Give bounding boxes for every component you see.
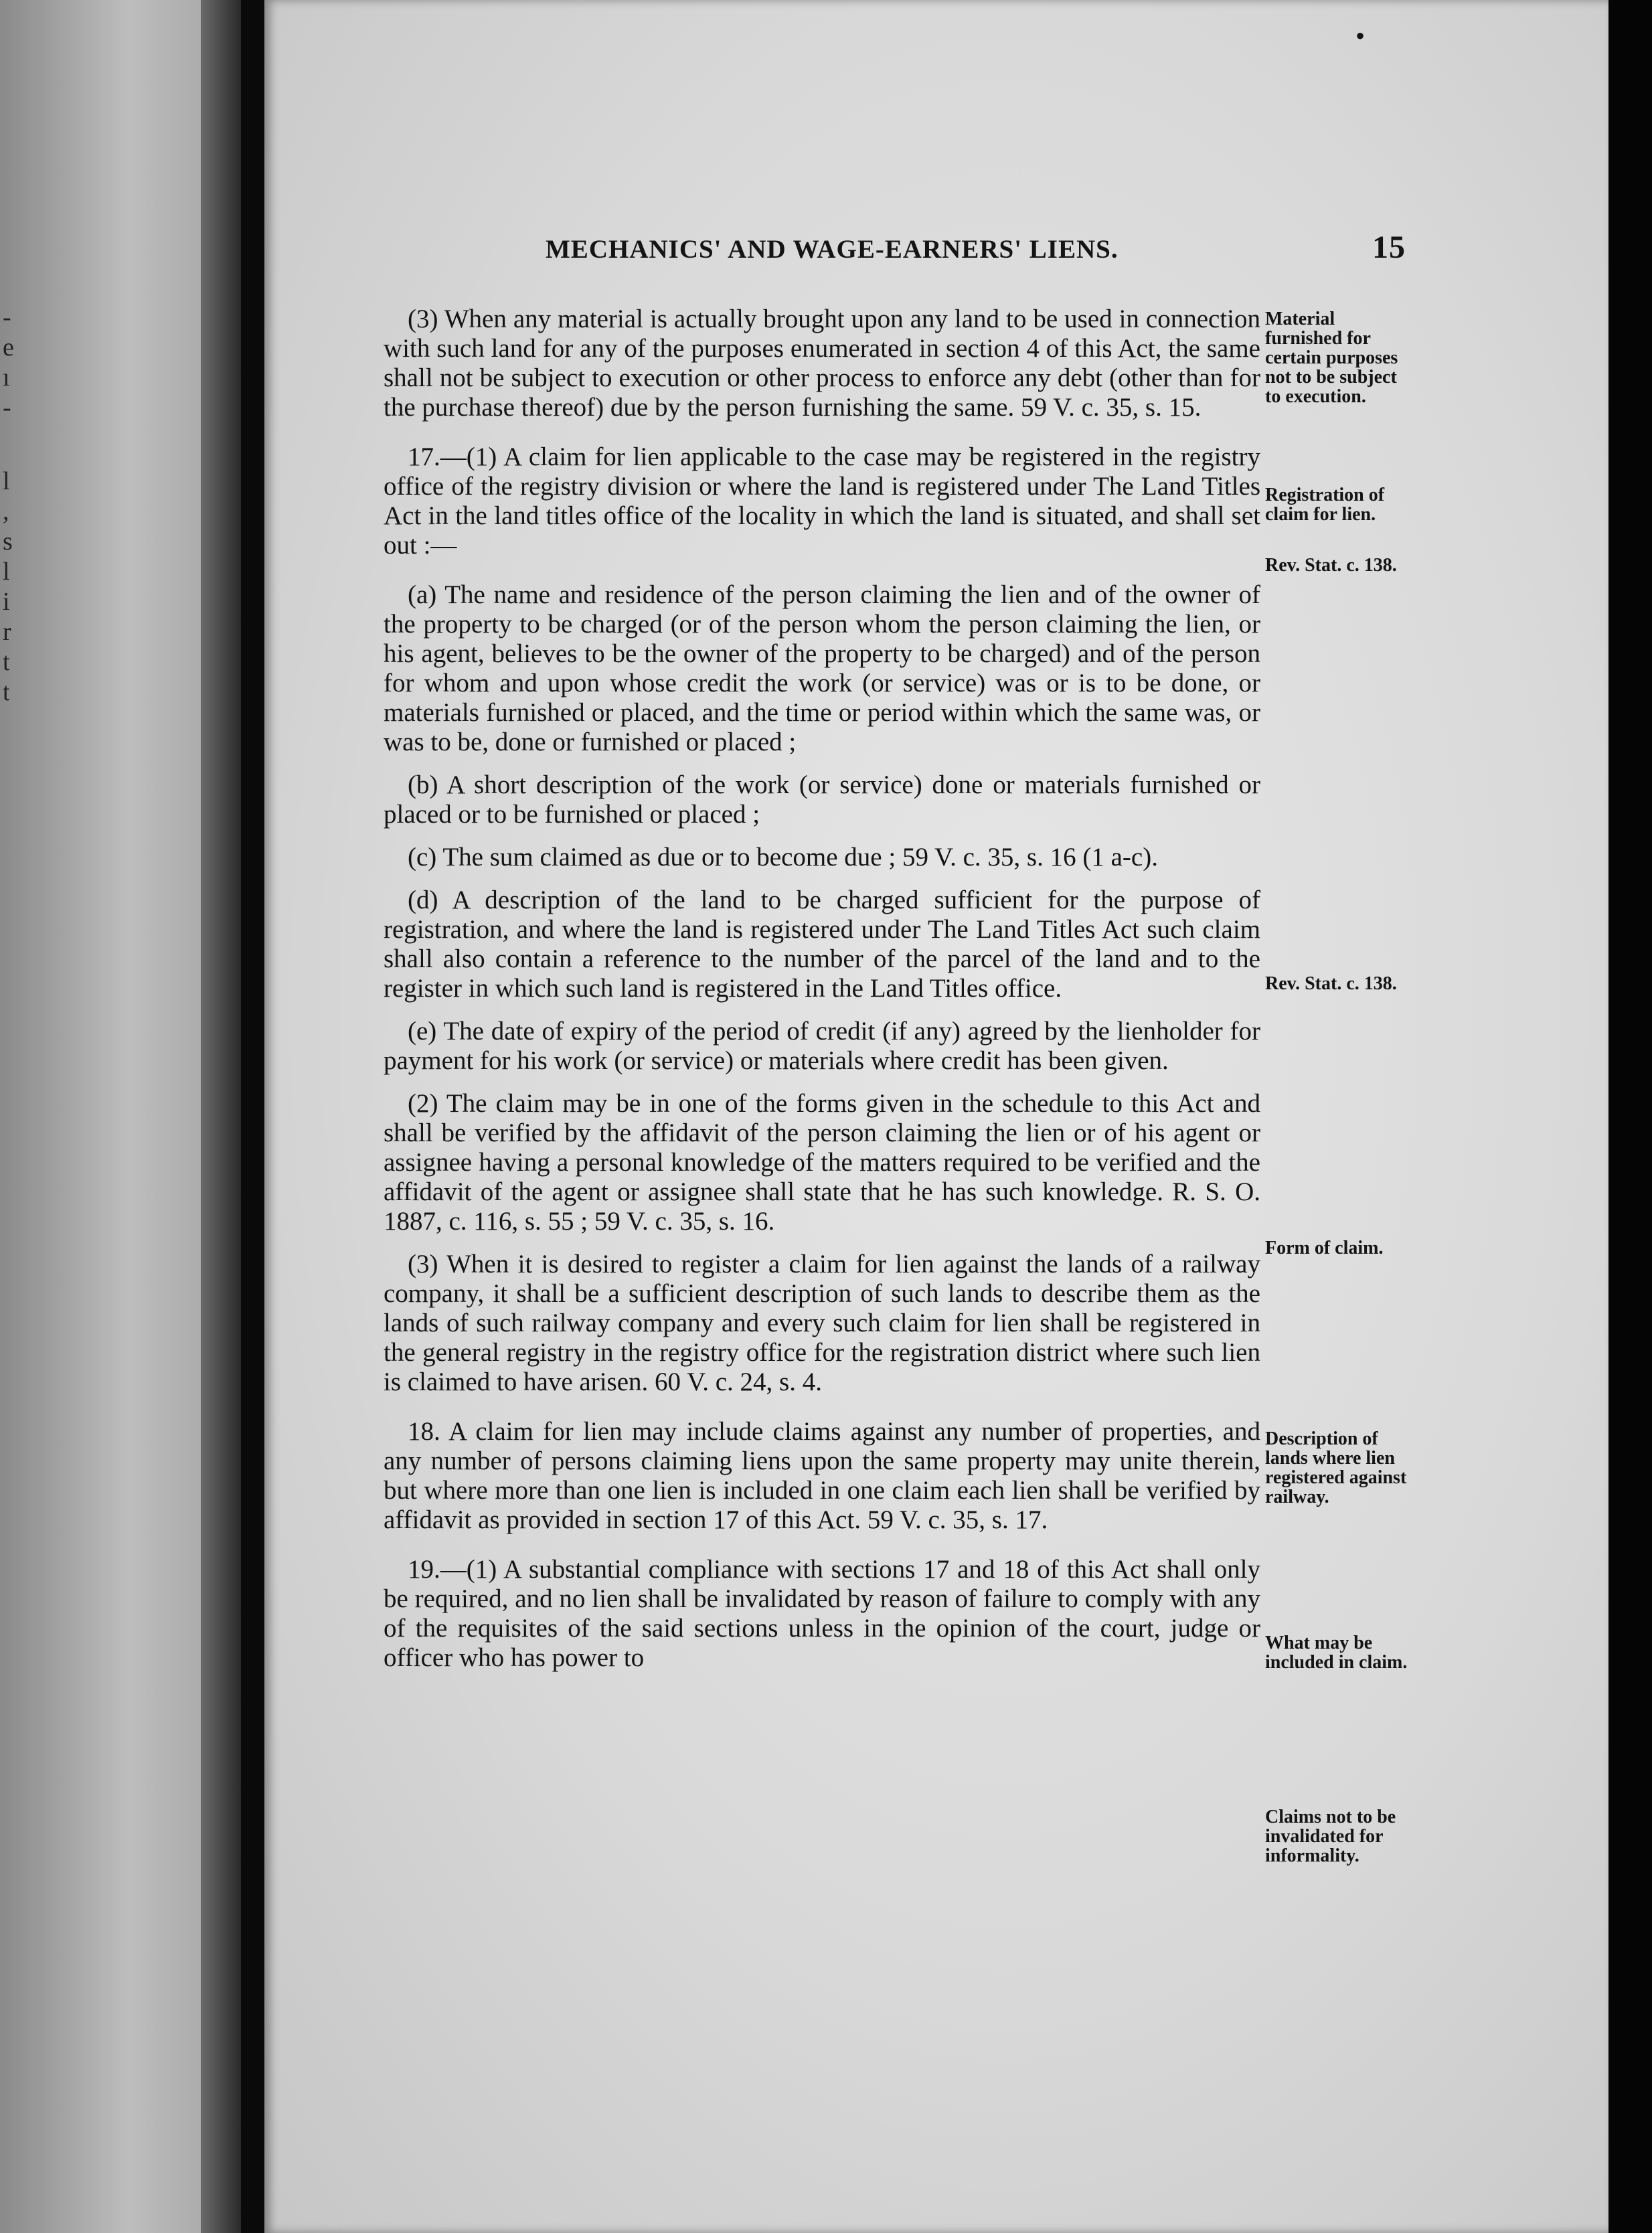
section-19-paragraph: 19.—(1) A substantial compliance with sections 17 and 18 of this Act shall only be required, and no lien shall be invalidated by reason of failure to comply with any of the requisites of the said sections unless in the opinion of the court, judge or officer who has power to — [384, 1555, 1260, 1672]
paragraph: (3) When any material is actually brought upon any land to be used in connection with such land for any of the purposes enumerated in section 4 of this Act, the same shall not be subject to execution or other process to enforce any debt (other than for the purchase thereof) due by the person furnishing the same. 59 V. c. 35, s. 15. — [384, 305, 1260, 422]
binding-gutter — [201, 0, 241, 2233]
marginal-note: Rev. Stat. c. 138. — [1265, 555, 1397, 576]
strip-fragment: - — [3, 394, 11, 422]
page-number: 15 — [1372, 230, 1406, 265]
clause-c: (c) The sum claimed as due or to become due ; 59 V. c. 35, s. 16 (1 a-c). — [408, 843, 1158, 872]
adjacent-page-strip — [0, 0, 214, 2233]
marginal-note: Description of lands where lien registered against railway. — [1265, 1428, 1407, 1507]
strip-fragment: , — [3, 497, 9, 525]
page-body — [384, 305, 1260, 1693]
clause-e: (e) The date of expiry of the period of credit (if any) agreed by the lienholder for payment for his work (or service) or materials where credit has been given. — [384, 1017, 1260, 1075]
running-title: MECHANICS' AND WAGE-EARNERS' LIENS. — [546, 235, 1119, 264]
strip-fragment: ı — [3, 363, 10, 392]
scan-border — [1608, 0, 1652, 2233]
section-17-paragraph: 17.—(1) A claim for lien applicable to the case may be registered in the registry office of the registry division or where the land is registered under The Land Titles Act in the land titles office of the locality in which the land is situated, and shall set out :— — [384, 442, 1260, 560]
strip-fragment: s — [3, 527, 13, 556]
speck-mark: • — [1355, 21, 1366, 51]
clause-d: (d) A description of the land to be charged sufficient for the purpose of registration, and where the land is registered under The Land Titles Act such claim shall also contain a reference to the number of the parcel of the land and to the register in which such land is registered in the Land Titles office. — [384, 886, 1260, 1003]
strip-fragment: t — [3, 678, 10, 706]
marginal-note: Claims not to be invalidated for informality. — [1265, 1807, 1396, 1866]
subsection-2: (2) The claim may be in one of the forms given in the schedule to this Act and shall be verified by the affidavit of the person claiming the lien or of his agent or assignee having a personal knowledge of the matters required to be verified and the affidavit of the agent or assignee shall state that he has such knowledge. R. S. O. 1887, c. 116, s. 55 ; 59 V. c. 35, s. 16. — [384, 1089, 1260, 1236]
clause-b: (b) A short description of the work (or service) done or materials furnished or placed or to be furnished or placed ; — [384, 770, 1260, 829]
marginal-note: Material furnished for certain purposes not to be subject to execution. — [1265, 309, 1398, 407]
subsection-3: (3) When it is desired to register a claim for lien against the lands of a railway company, it shall be a sufficient description of such lands to describe them as the lands of such railway company and every such claim for lien shall be registered in the general registry in the registry office for the registration district where such lien is claimed to have arisen. 60 V. c. 24, s. 4. — [384, 1250, 1260, 1396]
strip-fragment: t — [3, 648, 10, 676]
strip-fragment: r — [3, 618, 11, 646]
strip-fragment: e — [3, 333, 14, 361]
marginal-note: What may be included in claim. — [1265, 1633, 1408, 1673]
book-page — [264, 0, 1608, 2233]
marginal-note: Form of claim. — [1265, 1238, 1384, 1258]
marginal-note: Registration of claim for lien. — [1265, 485, 1385, 525]
page-header — [264, 230, 1608, 274]
clause-a: (a) The name and residence of the person claiming the lien and of the owner of the property to be charged (or of the person whom the person claiming the lien, or his agent, believes to be the owner of the property to be charged) and of the person for whom and upon whose credit the work (or service) was or is to be done, or materials furnished or placed, and the time or period within which the same was, or was to be, done or furnished or placed ; — [384, 580, 1260, 756]
strip-fragment: - — [3, 303, 11, 331]
marginal-note: Rev. Stat. c. 138. — [1265, 973, 1397, 994]
strip-fragment: l — [3, 558, 10, 586]
strip-fragment: l — [3, 467, 10, 495]
strip-fragment: i — [3, 588, 10, 616]
section-18-paragraph: 18. A claim for lien may include claims against any number of properties, and any number of persons claiming liens upon the same property may unite therein, but where more than one lien is included in one claim each lien shall be verified by affidavit as provided in section 17 of this Act. 59 V. c. 35, s. 17. — [384, 1417, 1260, 1534]
